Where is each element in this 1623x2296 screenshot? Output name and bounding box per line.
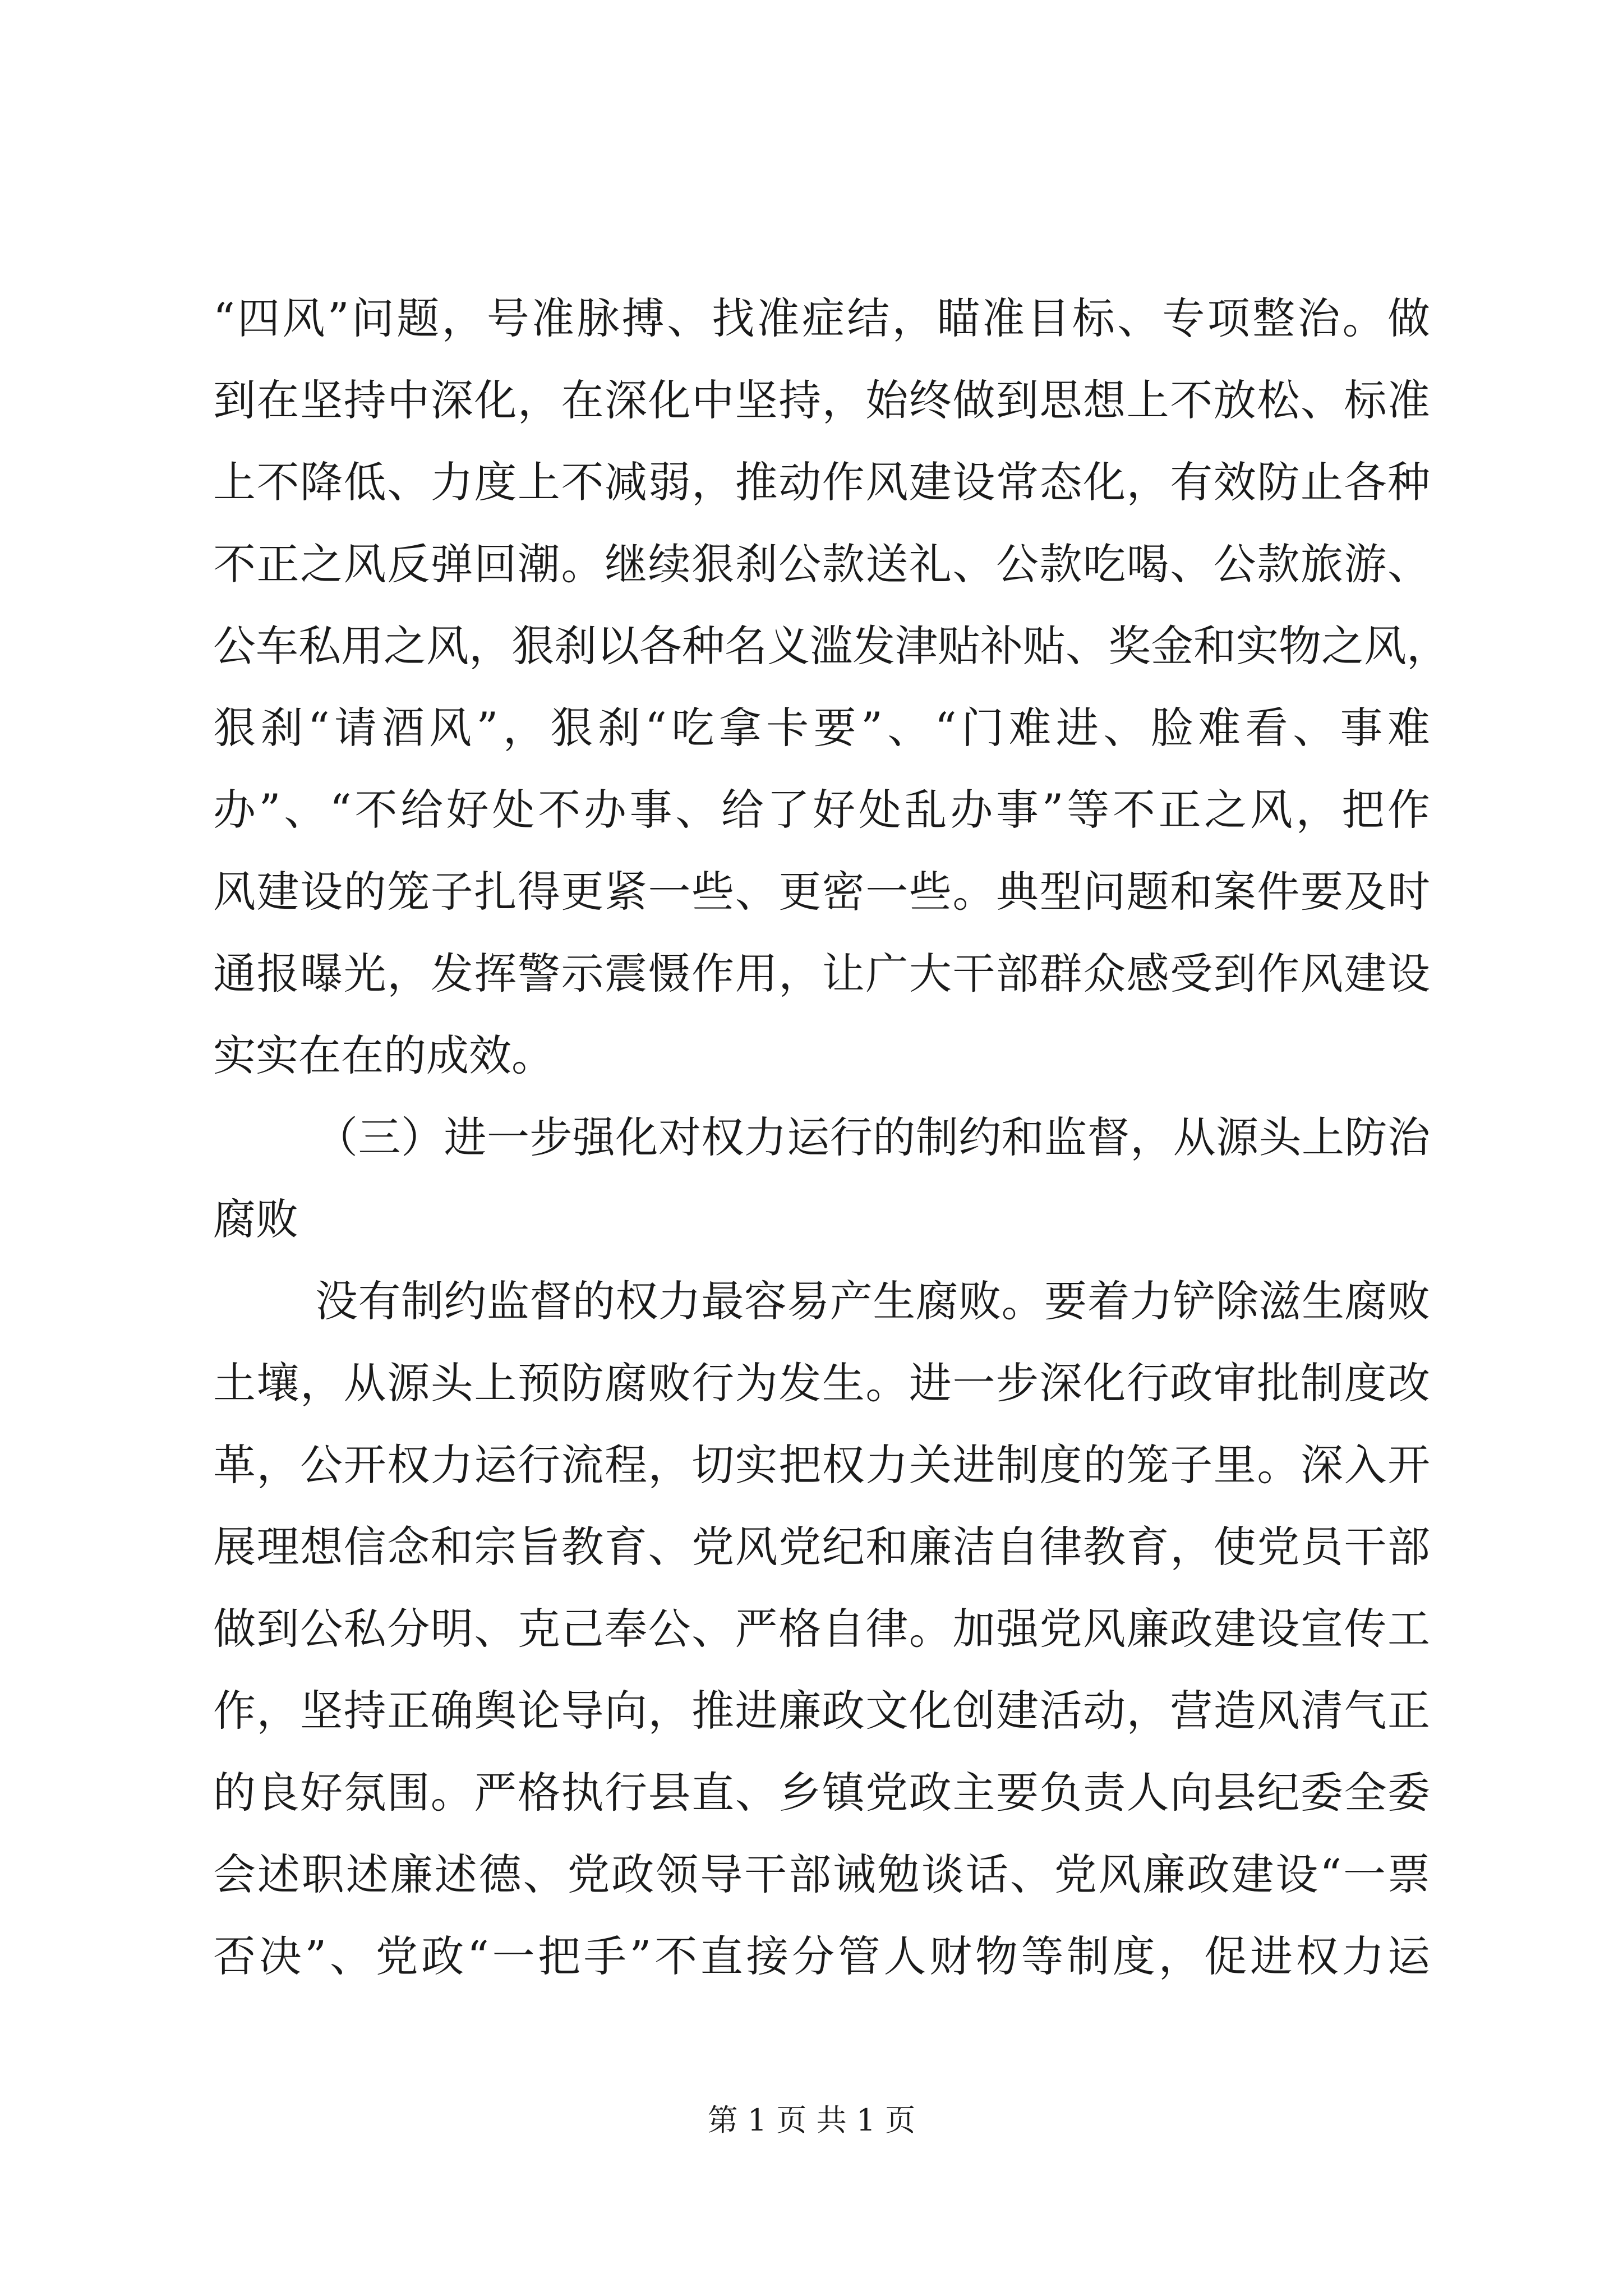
body-line-21: 否决”、党政“一把手”不直接分管人财物等制度，促进权力运 [213,1931,1430,1981]
body-line-20: 会述职述廉述德、党政领导干部诫勉谈话、党风廉政建设“一票 [213,1849,1430,1899]
body-line-1: “四风”问题，号准脉搏、找准症结，瞄准目标、专项整治。做 [213,293,1430,343]
body-line-2: 到在坚持中深化，在深化中坚持，始终做到思想上不放松、标准 [213,375,1430,425]
body-line-9: 通报曝光，发挥警示震慑作用，让广大干部群众感受到作风建设 [213,949,1430,999]
page-number-footer: 第 1 页 共 1 页 [707,2102,916,2138]
body-line-17: 做到公私分明、克己奉公、严格自律。加强党风廉政建设宣传工 [213,1604,1430,1654]
section-heading-line-1: （三）进一步强化对权力运行的制约和监督，从源头上防治 [315,1112,1430,1162]
section-heading-line-2: 腐败 [213,1194,298,1244]
body-line-15: 革，公开权力运行流程，切实把权力关进制度的笼子里。深入开 [213,1440,1430,1490]
body-line-19: 的良好氛围。严格执行县直、乡镇党政主要负责人向县纪委全委 [213,1768,1430,1818]
body-line-14: 土壤，从源头上预防腐败行为发生。进一步深化行政审批制度改 [213,1358,1430,1408]
body-line-16: 展理想信念和宗旨教育、党风党纪和廉洁自律教育，使党员干部 [213,1522,1430,1572]
body-line-6: 狠刹“请酒风”，狠刹“吃拿卡要”、“门难进、脸难看、事难 [213,703,1430,753]
body-line-3: 上不降低、力度上不减弱，推动作风建设常态化，有效防止各种 [213,457,1430,507]
document-body [213,278,1449,1998]
body-line-10: 实实在在的成效。 [213,1030,554,1080]
body-line-5: 公车私用之风，狠刹以各种名义滥发津贴补贴、奖金和实物之风， [213,621,1449,671]
body-line-7: 办”、“不给好处不办事、给了好处乱办事”等不正之风，把作 [213,785,1430,835]
body-line-18: 作，坚持正确舆论导向，推进廉政文化创建活动，营造风清气正 [213,1686,1430,1736]
body-line-8: 风建设的笼子扎得更紧一些、更密一些。典型问题和案件要及时 [213,867,1430,917]
body-line-13: 没有制约监督的权力最容易产生腐败。要着力铲除滋生腐败 [315,1276,1430,1326]
body-line-4: 不正之风反弹回潮。继续狠刹公款送礼、公款吃喝、公款旅游、 [213,539,1430,589]
